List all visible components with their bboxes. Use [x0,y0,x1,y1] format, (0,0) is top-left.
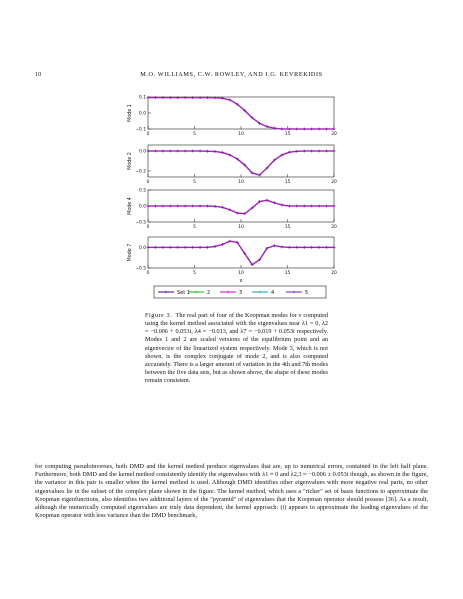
y-tick-label: 0.1 [139,95,146,101]
mode-series-line-overlay [148,241,334,265]
x-tick-label: 20 [331,180,337,185]
y-tick-label: 0.0 [139,245,146,251]
x-tick-label: 15 [284,271,291,276]
x-tick-label: 0 [146,225,150,230]
mode-series-line [148,200,334,213]
x-tick-label: 10 [238,132,244,137]
mode-series-line-overlay [148,200,334,213]
x-tick-label: 15 [284,132,291,137]
x-tick-label: 20 [331,271,337,276]
mode-series-line-overlay [148,151,334,175]
y-tick-label: −0.5 [135,220,146,226]
legend-label: 3 [239,290,243,297]
x-tick-label: 5 [193,225,196,230]
x-tick-label: 10 [238,271,244,276]
x-tick-label: 5 [193,271,196,276]
x-tick-label: 5 [193,132,196,137]
x-tick-label: 20 [331,132,337,137]
y-tick-label: 0.0 [139,111,146,117]
y-tick-label: 0.5 [139,188,146,194]
legend-label: 2 [207,290,211,297]
x-tick-label: 0 [146,132,150,137]
x-tick-label: 10 [238,180,244,185]
panel-frame [148,97,334,129]
x-tick-label: 15 [284,225,291,230]
x-tick-label: 0 [146,180,150,185]
mode-series-line [148,241,334,265]
legend-label: 4 [271,290,275,297]
y-axis-label: Mode 2 [128,152,133,170]
caption-label: Figure 3. [145,312,173,319]
y-tick-label: −0.1 [135,127,146,133]
panel-frame [148,145,334,177]
y-axis-label: Mode 7 [128,243,133,262]
mode-series-line-overlay [148,98,334,129]
y-tick-label: −0.5 [135,266,146,272]
x-tick-label: 20 [331,225,337,230]
x-tick-label: 15 [284,180,291,185]
caption-text: The real part of four of the Koopman modes for v computed using the kernel method associated with the eigenvalues near λ1 = 0, λ2 = −0.006 + 0.053i, λ4 = −0.013, and λ7 = −0.019 + 0.053i respectively. Modes 1 and 2 are scaled versions of the equilibrium point and an eigenvector of the linearized system respectively. Mode 3, which is not shown, is the complex conjugate of mode 2, and is also computed accurately. There is a larger amount of variation in the 4th and 7th modes between the five data sets, but as shown above, the shape of these modes remain consistent. [145,312,328,385]
running-title: M.O. WILLIAMS, C.W. ROWLEY, AND I.G. KEVREKIDIS [140,71,323,78]
legend-label: Set 1 [177,290,190,297]
y-tick-label: 0.0 [139,149,146,155]
legend-label: 5 [305,290,309,297]
mode-series-line [148,151,334,175]
x-tick-label: 5 [193,180,196,185]
x-tick-label: 10 [238,225,244,230]
y-axis-label: Mode 1 [128,104,133,122]
body-paragraph: for computing pseudoinverses, both DMD and the kernel method produce eigenvalues that are, up to numerical errors, contained in the left half plane. Furthermore, both DMD and the kernel method consistently identify the eigenvalues with λ1 ≈ 0 and λ2,3 ≈ −0.006 ± 0.053i though, as shown in the figure, the variance in this pair is smaller when the kernel method is used. Although DMD identifies other eigenvalues with more negative real parts, no other eigenvalues lie in the subset of the complex plane shown in the figure. The kernel method, which uses a "richer" set of basis functions to approximate the Koopman eigenfunctions, also identifies two additional layers of the "pyramid" of eigenvalues that the Koopman operator should possess [36]. As a result, although the numerically computed eigenvalues are truly data dependent, the kernel approach: (i) appears to approximate the leading eigenvalues of the Koopman operator with less variance than the DMD benchmark, [35,463,428,520]
mode-series-line [148,98,334,129]
x-axis-label: x [239,278,243,284]
y-tick-label: 0.0 [139,204,146,210]
figure-caption [145,312,328,385]
x-tick-label: 0 [146,271,150,276]
page-number: 10 [35,71,42,78]
panel-frame [148,237,334,268]
y-tick-label: −0.2 [135,169,146,175]
y-axis-label: Mode 4 [128,197,133,215]
